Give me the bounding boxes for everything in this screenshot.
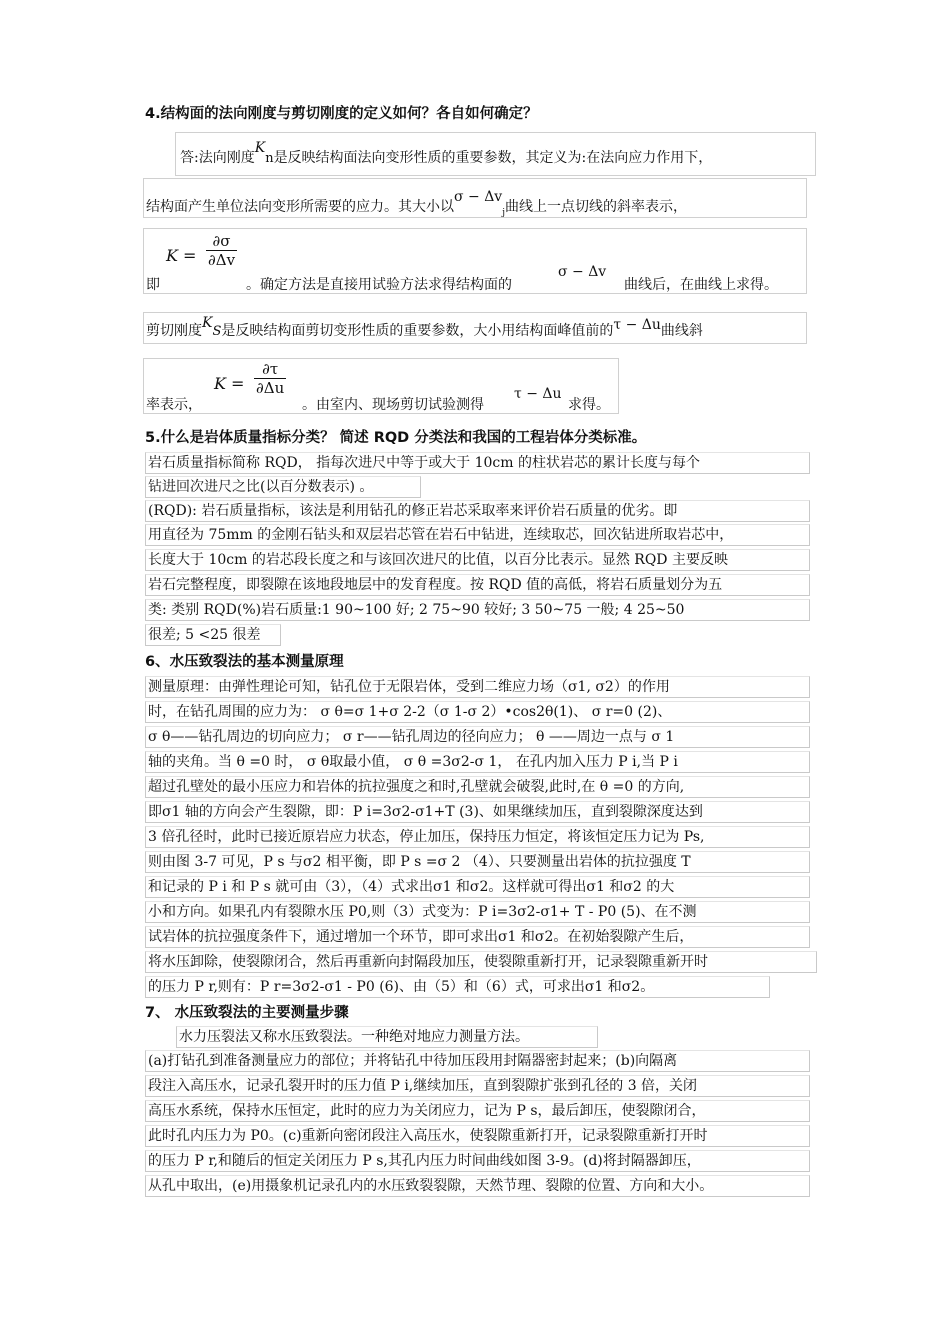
q4-line4-pre: 剪切刚度 <box>146 323 202 339</box>
q4-line2-post: 曲线上一点切线的斜率表示， <box>505 199 688 215</box>
q6-line: 即σ1 轴的方向会产生裂隙，即：P i=3σ2-σ1+T (3)、如果继续加压，直到裂隙深度达到 <box>145 801 810 823</box>
q7-line: 水力压裂法又称水压致裂法。一种绝对地应力测量方法。 <box>176 1026 598 1048</box>
q4-heading: 4.结构面的法向刚度与剪切刚度的定义如何？各自如何确定？ <box>145 106 538 122</box>
q5-line: (RQD): 岩石质量指标，该法是利用钻孔的修正岩芯采取率来评价岩石质量的优劣。即 <box>145 500 810 522</box>
kn-numerator: ∂σ <box>206 232 237 251</box>
q5-heading: 5.什么是岩体质量指标分类？ 简述 RQD 分类法和我国的工程岩体分类标准。 <box>145 430 647 446</box>
q7-heading: 7、 水压致裂法的主要测量步骤 <box>145 1005 349 1021</box>
q4-line4-end: 曲线斜 <box>660 323 703 339</box>
kn-subscript: n <box>265 151 274 166</box>
q4-line5-pre: 率表示， <box>146 397 202 413</box>
sigma-dv-expression: σ − Δv <box>454 189 503 205</box>
q6-line: 则由图 3-7 可见，P s 与σ2 相平衡，即 P s =σ 2 （4）、只要测量出岩体的抗拉强度 T <box>145 851 810 873</box>
q4-line3-pre: 即 <box>146 277 160 293</box>
q5-line: 岩石质量指标简称 RQD， 指每次进尺中等于或大于 10cm 的柱状岩芯的累计长度与每个 <box>145 452 810 474</box>
q6-line: 3 倍孔径时，此时已接近原岩应力状态，停止加压，保持压力恒定，将该恒定压力记为 Ps, <box>145 826 810 848</box>
q6-line: 超过孔壁处的最小压应力和岩体的抗拉强度之和时,孔壁就会破裂,此时,在 θ =0 的方向, <box>145 776 810 798</box>
q6-line: 测量原理：由弹性理论可知，钻孔位于无限岩体，受到二维应力场（σ1, σ2）的作用 <box>145 676 810 698</box>
q4-line1-post: 是反映结构面法向变形性质的重要参数，其定义为:在法向应力作用下， <box>273 150 713 166</box>
ks-numerator: ∂τ <box>254 360 286 379</box>
q4-line2-pre: 结构面产生单位法向变形所需要的应力。其大小以 <box>146 199 454 215</box>
q6-line: 时，在钻孔周围的应力为： σ θ=σ 1+σ 2-2（σ 1-σ 2）•cos2θ(1)、 σ r=0 (2)、 <box>145 701 810 723</box>
ks-symbol: K <box>202 315 213 331</box>
ks-denominator: ∂Δu <box>256 379 285 397</box>
q4-line3-mid: 。确定方法是直接用试验方法求得结构面的 <box>246 277 512 293</box>
q6-line: 的压力 P r,则有：P r=3σ2-σ1 - P0 (6)、由（5）和（6）式，可求出σ1 和σ2。 <box>145 976 770 998</box>
q5-line: 类: 类别 RQD(%)岩石质量:1 90~100 好; 2 75~90 较好; 3 50~75 一般; 4 25~50 <box>145 599 810 621</box>
kn-eq: K = <box>166 246 197 265</box>
q5-line: 用直径为 75mm 的金刚石钻头和双层岩芯管在岩石中钻进，连续取芯，回次钻进所取岩芯中， <box>145 524 810 546</box>
q6-line: 小和方向。如果孔内有裂隙水压 P0,则（3）式变为：P i=3σ2-σ1+ T - P0 (5)、在不测 <box>145 901 810 923</box>
ks-eq: K = <box>214 374 245 393</box>
q7-line: 段注入高压水，记录孔裂开时的压力值 P i,继续加压，直到裂隙扩张到孔径的 3 倍，关闭 <box>145 1075 810 1097</box>
kn-fraction <box>206 232 237 269</box>
sigma-dv-expression-2: σ − Δv <box>558 264 607 280</box>
q5-line: 长度大于 10cm 的岩芯段长度之和与该回次进尺的比值，以百分比表示。显然 RQD 主要反映 <box>145 549 810 571</box>
q6-line: 试岩体的抗拉强度条件下，通过增加一个环节，即可求出σ1 和σ2。在初始裂隙产生后， <box>145 926 810 948</box>
q6-heading: 6、水压致裂法的基本测量原理 <box>145 654 344 670</box>
q4-line5-post: 求得。 <box>568 397 610 413</box>
q5-line: 很差; 5 <25 很差 <box>145 624 281 646</box>
q7-line: 从孔中取出，(e)用摄象机记录孔内的水压致裂裂隙，天然节理、裂隙的位置、方向和大小。 <box>145 1175 810 1197</box>
q7-line: 此时孔内压力为 P0。(c)重新向密闭段注入高压水，使裂隙重新打开，记录裂隙重新打开时 <box>145 1125 810 1147</box>
q4-line5-mid: 。由室内、现场剪切试验测得 <box>302 397 484 413</box>
q5-line: 钻进回次进尺之比(以百分数表示) 。 <box>145 476 421 498</box>
tau-du-expression-2: τ − Δu <box>514 386 562 402</box>
kn-symbol: K <box>254 140 266 156</box>
q6-line: 轴的夹角。当 θ =0 时， σ θ取最小值， σ θ =3σ2-σ 1， 在孔内加入压力 P i,当 P i <box>145 751 810 773</box>
tau-du-expression: τ − Δu <box>613 317 661 333</box>
sub-j: j <box>502 207 506 218</box>
q4-line1 <box>180 140 713 167</box>
q7-line: 高压水系统，保持水压恒定，此时的应力为关闭应力，记为 P s，最后卸压，使裂隙闭合， <box>145 1100 810 1122</box>
q7-line: (a)打钻孔到准备测量应力的部位；并将钻孔中待加压段用封隔器密封起来；(b)向隔离 <box>145 1050 810 1072</box>
ks-fraction <box>254 360 286 397</box>
kn-denominator: ∂Δv <box>208 251 236 269</box>
q7-line: 的压力 P r,和随后的恒定关闭压力 P s,其孔内压力时间曲线如图 3-9。(d)将封隔器卸压， <box>145 1150 810 1172</box>
q6-line: 和记录的 P i 和 P s 就可由（3），（4）式求出σ1 和σ2。这样就可得出σ1 和σ2 的大 <box>145 876 810 898</box>
q4-line2 <box>146 189 688 218</box>
q6-line: σ θ——钻孔周边的切向应力； σ r——钻孔周边的径向应力； θ ——周边一点与 σ 1 <box>145 726 810 748</box>
q4-line1-pre: 答:法向刚度 <box>180 150 255 166</box>
q4-line3-post: 曲线后，在曲线上求得。 <box>624 277 778 293</box>
q4-line4-post: 是反映结构面剪切变形性质的重要参数，大小用结构面峰值前的 <box>221 323 614 339</box>
q6-line: 将水压卸除，使裂隙闭合，然后再重新向封隔段加压，使裂隙重新打开，记录裂隙重新开时 <box>145 951 817 973</box>
q4-line4 <box>146 315 703 340</box>
q5-line: 岩石完整程度，即裂隙在该地段地层中的发育程度。按 RQD 值的高低，将岩石质量划分为五 <box>145 574 810 596</box>
ks-subscript: S <box>212 324 222 339</box>
